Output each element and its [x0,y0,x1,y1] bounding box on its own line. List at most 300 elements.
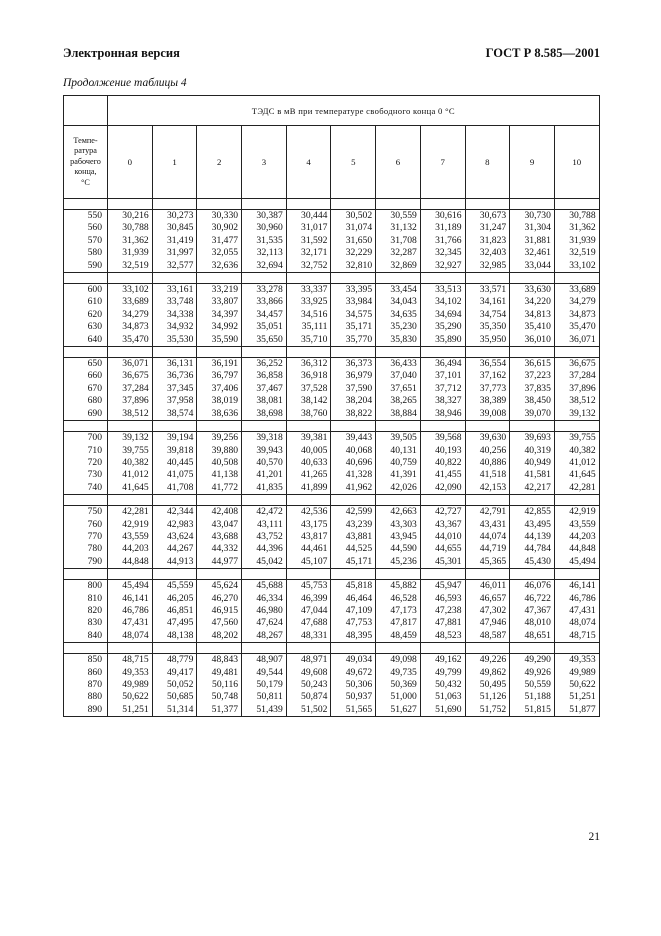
emf-value-cell: 38,019 [197,395,242,407]
emf-value-cell: 33,278 [242,284,287,297]
spacer-cell [286,569,331,580]
emf-value-cell: 50,243 [286,679,331,691]
spacer-cell [242,643,287,654]
emf-value-cell: 45,818 [331,580,376,593]
emf-value-cell: 38,081 [242,395,287,407]
emf-value-cell: 35,590 [197,334,242,347]
emf-value-cell: 51,752 [465,704,510,717]
emf-value-cell: 33,395 [331,284,376,297]
emf-value-cell: 49,862 [465,667,510,679]
emf-value-cell: 30,730 [510,210,555,223]
emf-value-cell: 32,345 [420,247,465,259]
emf-value-cell: 35,171 [331,321,376,333]
emf-value-cell: 48,138 [152,630,197,643]
spacer-cell [510,495,555,506]
emf-value-cell: 48,010 [510,617,555,629]
emf-value-cell: 47,495 [152,617,197,629]
spacer-cell [331,643,376,654]
emf-value-cell: 30,673 [465,210,510,223]
emf-value-cell: 30,502 [331,210,376,223]
table-row [64,667,600,679]
spacer-cell [242,569,287,580]
emf-value-cell: 30,330 [197,210,242,223]
emf-value-cell: 39,755 [108,445,153,457]
emf-value-cell: 39,132 [108,432,153,445]
emf-value-cell: 41,328 [331,469,376,481]
emf-value-cell: 36,675 [554,358,599,371]
emf-value-cell: 49,989 [108,679,153,691]
spacer-cell [286,273,331,284]
table-corner-top [64,96,108,126]
emf-value-cell: 45,236 [376,556,421,569]
spacer-cell [242,495,287,506]
spacer-cell [465,273,510,284]
emf-value-cell: 46,786 [108,605,153,617]
spacer-cell [286,347,331,358]
column-header: 8 [465,126,510,199]
emf-value-cell: 32,694 [242,260,287,273]
emf-value-cell: 45,559 [152,580,197,593]
emf-value-cell: 45,947 [420,580,465,593]
spacer-cell [465,199,510,210]
emf-value-cell: 34,575 [331,309,376,321]
emf-value-cell: 49,098 [376,654,421,667]
emf-value-cell: 42,919 [108,519,153,531]
emf-value-cell: 35,051 [242,321,287,333]
emf-value-cell: 37,835 [510,383,555,395]
emf-value-cell: 50,369 [376,679,421,691]
emf-value-cell: 31,650 [331,235,376,247]
temperature-cell: 890 [64,704,108,717]
emf-value-cell: 35,950 [465,334,510,347]
emf-value-cell: 47,431 [554,605,599,617]
emf-value-cell: 43,752 [242,531,287,543]
emf-value-cell: 32,577 [152,260,197,273]
spacer-cell [197,273,242,284]
emf-value-cell: 34,813 [510,309,555,321]
emf-value-cell: 38,327 [420,395,465,407]
spacer-cell [554,643,599,654]
emf-value-cell: 49,481 [197,667,242,679]
emf-value-cell: 42,153 [465,482,510,495]
table-row [64,654,600,667]
emf-value-cell: 48,715 [108,654,153,667]
emf-value-cell: 36,797 [197,370,242,382]
emf-value-cell: 50,495 [465,679,510,691]
emf-value-cell: 41,138 [197,469,242,481]
emf-value-cell: 39,381 [286,432,331,445]
emf-value-cell: 48,651 [510,630,555,643]
emf-value-cell: 31,362 [554,222,599,234]
emf-value-cell: 43,303 [376,519,421,531]
spacer-cell [420,347,465,358]
emf-value-cell: 46,786 [554,593,599,605]
emf-value-cell: 41,075 [152,469,197,481]
emf-value-cell: 41,962 [331,482,376,495]
temperature-column-header: Темпе- ратура рабочего конца, °С [64,126,108,199]
spacer-cell [420,199,465,210]
emf-value-cell: 44,010 [420,531,465,543]
group-spacer-row [64,495,600,506]
emf-value-cell: 36,433 [376,358,421,371]
emf-value-cell: 47,431 [108,617,153,629]
emf-value-cell: 40,319 [510,445,555,457]
emf-value-cell: 32,752 [286,260,331,273]
emf-value-cell: 51,439 [242,704,287,717]
emf-value-cell: 44,139 [510,531,555,543]
emf-value-cell: 48,971 [286,654,331,667]
spacer-cell [510,199,555,210]
emf-value-cell: 37,712 [420,383,465,395]
emf-value-cell: 43,495 [510,519,555,531]
emf-value-cell: 41,835 [242,482,287,495]
emf-value-cell: 43,881 [331,531,376,543]
emf-value-cell: 31,189 [420,222,465,234]
emf-value-cell: 48,459 [376,630,421,643]
group-spacer-row [64,643,600,654]
emf-value-cell: 43,817 [286,531,331,543]
emf-value-cell: 44,203 [108,543,153,555]
emf-value-cell: 42,855 [510,506,555,519]
temperature-cell: 770 [64,531,108,543]
spacer-cell [286,199,331,210]
emf-value-cell: 44,074 [465,531,510,543]
emf-value-cell: 31,362 [108,235,153,247]
emf-value-cell: 34,161 [465,296,510,308]
emf-value-cell: 40,570 [242,457,287,469]
emf-value-cell: 40,382 [554,445,599,457]
emf-value-cell: 34,932 [152,321,197,333]
emf-value-cell: 36,615 [510,358,555,371]
emf-value-cell: 39,318 [242,432,287,445]
emf-value-cell: 34,338 [152,309,197,321]
spacer-cell [286,643,331,654]
table-row [64,605,600,617]
temperature-cell: 880 [64,691,108,703]
emf-value-cell: 39,132 [554,408,599,421]
emf-value-cell: 31,477 [197,235,242,247]
emf-value-cell: 36,252 [242,358,287,371]
emf-value-cell: 30,273 [152,210,197,223]
emf-value-cell: 50,874 [286,691,331,703]
emf-value-cell: 31,881 [510,235,555,247]
spacer-cell [286,421,331,432]
emf-value-cell: 33,630 [510,284,555,297]
emf-value-cell: 30,559 [376,210,421,223]
emf-value-cell: 50,811 [242,691,287,703]
emf-value-cell: 30,444 [286,210,331,223]
table-row [64,531,600,543]
emf-value-cell: 36,736 [152,370,197,382]
emf-value-cell: 40,382 [108,457,153,469]
emf-value-cell: 49,799 [420,667,465,679]
emf-value-cell: 31,997 [152,247,197,259]
emf-value-cell: 50,622 [554,679,599,691]
emf-value-cell: 36,373 [331,358,376,371]
emf-value-cell: 49,735 [376,667,421,679]
spacer-cell [331,347,376,358]
emf-value-cell: 33,748 [152,296,197,308]
emf-value-cell: 47,817 [376,617,421,629]
emf-value-cell: 30,788 [554,210,599,223]
temperature-cell: 850 [64,654,108,667]
temperature-cell: 640 [64,334,108,347]
emf-value-cell: 36,010 [510,334,555,347]
emf-value-cell: 45,494 [554,556,599,569]
emf-value-cell: 47,688 [286,617,331,629]
emf-value-cell: 32,519 [108,260,153,273]
emf-value-cell: 39,008 [465,408,510,421]
header-edition-label: Электронная версия [63,46,180,60]
emf-value-cell: 45,365 [465,556,510,569]
emf-value-cell: 33,513 [420,284,465,297]
emf-value-cell: 41,772 [197,482,242,495]
emf-value-cell: 51,565 [331,704,376,717]
spacer-cell [152,199,197,210]
spacer-cell [197,495,242,506]
emf-value-cell: 51,000 [376,691,421,703]
emf-value-cell: 40,256 [465,445,510,457]
temperature-cell: 580 [64,247,108,259]
emf-value-cell: 43,688 [197,531,242,543]
emf-value-cell: 44,267 [152,543,197,555]
emf-value-cell: 48,523 [420,630,465,643]
emf-value-cell: 45,624 [197,580,242,593]
emf-value-cell: 38,265 [376,395,421,407]
emf-value-cell: 36,191 [197,358,242,371]
emf-value-cell: 37,958 [152,395,197,407]
emf-value-cell: 42,026 [376,482,421,495]
table-row [64,334,600,347]
emf-value-cell: 48,843 [197,654,242,667]
emf-value-cell: 46,657 [465,593,510,605]
emf-value-cell: 35,470 [554,321,599,333]
emf-value-cell: 47,624 [242,617,287,629]
emf-value-cell: 39,070 [510,408,555,421]
temperature-cell: 800 [64,580,108,593]
table-row [64,247,600,259]
spacer-cell [108,643,153,654]
emf-value-cell: 33,807 [197,296,242,308]
spacer-cell [152,643,197,654]
table-row [64,630,600,643]
column-header: 4 [286,126,331,199]
spacer-cell [510,347,555,358]
emf-value-cell: 48,202 [197,630,242,643]
emf-value-cell: 46,915 [197,605,242,617]
emf-value-cell: 50,052 [152,679,197,691]
spacer-cell [331,273,376,284]
emf-value-cell: 38,389 [465,395,510,407]
spacer-cell [376,273,421,284]
temperature-cell: 790 [64,556,108,569]
emf-value-cell: 38,946 [420,408,465,421]
emf-value-cell: 46,851 [152,605,197,617]
emf-value-cell: 48,715 [554,630,599,643]
spacer-cell [554,199,599,210]
emf-value-cell: 44,848 [108,556,153,569]
emf-value-cell: 32,636 [197,260,242,273]
emf-value-cell: 40,508 [197,457,242,469]
table-row [64,469,600,481]
emf-value-cell: 50,179 [242,679,287,691]
emf-value-cell: 48,267 [242,630,287,643]
emf-value-cell: 33,161 [152,284,197,297]
emf-value-cell: 48,779 [152,654,197,667]
spacer-cell [376,421,421,432]
spacer-cell [242,273,287,284]
emf-value-cell: 44,203 [554,531,599,543]
spacer-cell [510,569,555,580]
emf-value-cell: 34,279 [554,296,599,308]
emf-value-cell: 32,461 [510,247,555,259]
emf-value-cell: 43,431 [465,519,510,531]
emf-value-cell: 44,977 [197,556,242,569]
emf-value-cell: 51,690 [420,704,465,717]
emf-value-cell: 41,708 [152,482,197,495]
temperature-cell: 750 [64,506,108,519]
emf-value-cell: 36,554 [465,358,510,371]
emf-value-cell: 48,074 [554,617,599,629]
emf-value-cell: 39,693 [510,432,555,445]
spacer-cell [554,495,599,506]
spacer-cell [197,569,242,580]
emf-value-cell: 40,005 [286,445,331,457]
emf-value-cell: 36,918 [286,370,331,382]
emf-value-cell: 33,219 [197,284,242,297]
emf-value-cell: 42,536 [286,506,331,519]
emf-value-cell: 42,344 [152,506,197,519]
spacer-cell [376,569,421,580]
emf-value-cell: 30,616 [420,210,465,223]
temperature-cell: 720 [64,457,108,469]
emf-value-cell: 43,175 [286,519,331,531]
emf-value-cell: 46,011 [465,580,510,593]
emf-value-cell: 34,043 [376,296,421,308]
emf-value-cell: 46,593 [420,593,465,605]
temperature-cell: 560 [64,222,108,234]
table-row [64,222,600,234]
spacer-cell [64,421,108,432]
emf-value-cell: 47,560 [197,617,242,629]
table-row [64,580,600,593]
temperature-cell: 650 [64,358,108,371]
emf-value-cell: 30,216 [108,210,153,223]
emf-value-cell: 46,528 [376,593,421,605]
emf-value-cell: 33,571 [465,284,510,297]
emf-value-cell: 46,205 [152,593,197,605]
emf-value-cell: 48,907 [242,654,287,667]
emf-value-cell: 45,882 [376,580,421,593]
emf-value-cell: 34,516 [286,309,331,321]
emf-value-cell: 31,419 [152,235,197,247]
emf-value-cell: 31,939 [554,235,599,247]
table-row [64,260,600,273]
spacer-cell [152,495,197,506]
emf-value-cell: 42,472 [242,506,287,519]
emf-value-cell: 35,890 [420,334,465,347]
emf-value-cell: 37,345 [152,383,197,395]
emf-value-cell: 49,162 [420,654,465,667]
emf-value-cell: 42,408 [197,506,242,519]
emf-value-cell: 35,350 [465,321,510,333]
emf-value-cell: 43,367 [420,519,465,531]
emf-value-cell: 44,396 [242,543,287,555]
emf-value-cell: 30,845 [152,222,197,234]
emf-value-cell: 33,102 [108,284,153,297]
column-header: 7 [420,126,465,199]
emf-value-cell: 41,518 [465,469,510,481]
table-row [64,383,600,395]
temperature-cell: 600 [64,284,108,297]
table-row [64,704,600,717]
emf-value-cell: 34,754 [465,309,510,321]
emf-value-cell: 32,810 [331,260,376,273]
spacer-cell [376,495,421,506]
emf-value-cell: 31,939 [108,247,153,259]
emf-value-cell: 31,017 [286,222,331,234]
emf-value-cell: 48,331 [286,630,331,643]
emf-value-cell: 41,012 [554,457,599,469]
emf-value-cell: 30,902 [197,222,242,234]
temperature-cell: 810 [64,593,108,605]
temperature-cell: 780 [64,543,108,555]
emf-value-cell: 37,773 [465,383,510,395]
emf-value-cell: 51,502 [286,704,331,717]
emf-value-cell: 40,949 [510,457,555,469]
temperature-cell: 760 [64,519,108,531]
column-header: 10 [554,126,599,199]
group-spacer-row [64,421,600,432]
table-row [64,457,600,469]
emf-value-cell: 37,223 [510,370,555,382]
spacer-cell [108,495,153,506]
emf-value-cell: 40,886 [465,457,510,469]
emf-value-cell: 33,689 [108,296,153,308]
table-row [64,617,600,629]
emf-value-cell: 44,913 [152,556,197,569]
emf-value-cell: 43,559 [554,519,599,531]
group-spacer-row [64,199,600,210]
emf-value-cell: 38,760 [286,408,331,421]
table-title: ТЭДС в мВ при температуре свободного конца 0 °С [108,96,600,126]
emf-value-cell: 37,590 [331,383,376,395]
emf-value-cell: 40,068 [331,445,376,457]
emf-value-cell: 32,985 [465,260,510,273]
emf-value-cell: 39,880 [197,445,242,457]
emf-value-cell: 50,116 [197,679,242,691]
emf-value-cell: 49,353 [554,654,599,667]
emf-value-cell: 44,848 [554,543,599,555]
spacer-cell [152,347,197,358]
emf-value-cell: 47,881 [420,617,465,629]
spacer-cell [554,421,599,432]
emf-value-cell: 34,102 [420,296,465,308]
column-header: 5 [331,126,376,199]
emf-value-cell: 48,395 [331,630,376,643]
emf-value-cell: 50,622 [108,691,153,703]
emf-value-cell: 44,525 [331,543,376,555]
emf-value-cell: 32,869 [376,260,421,273]
column-header: 2 [197,126,242,199]
emf-value-cell: 35,111 [286,321,331,333]
emf-value-cell: 43,559 [108,531,153,543]
spacer-cell [152,421,197,432]
spacer-cell [64,199,108,210]
table-row [64,482,600,495]
spacer-cell [554,273,599,284]
emf-value-cell: 36,131 [152,358,197,371]
